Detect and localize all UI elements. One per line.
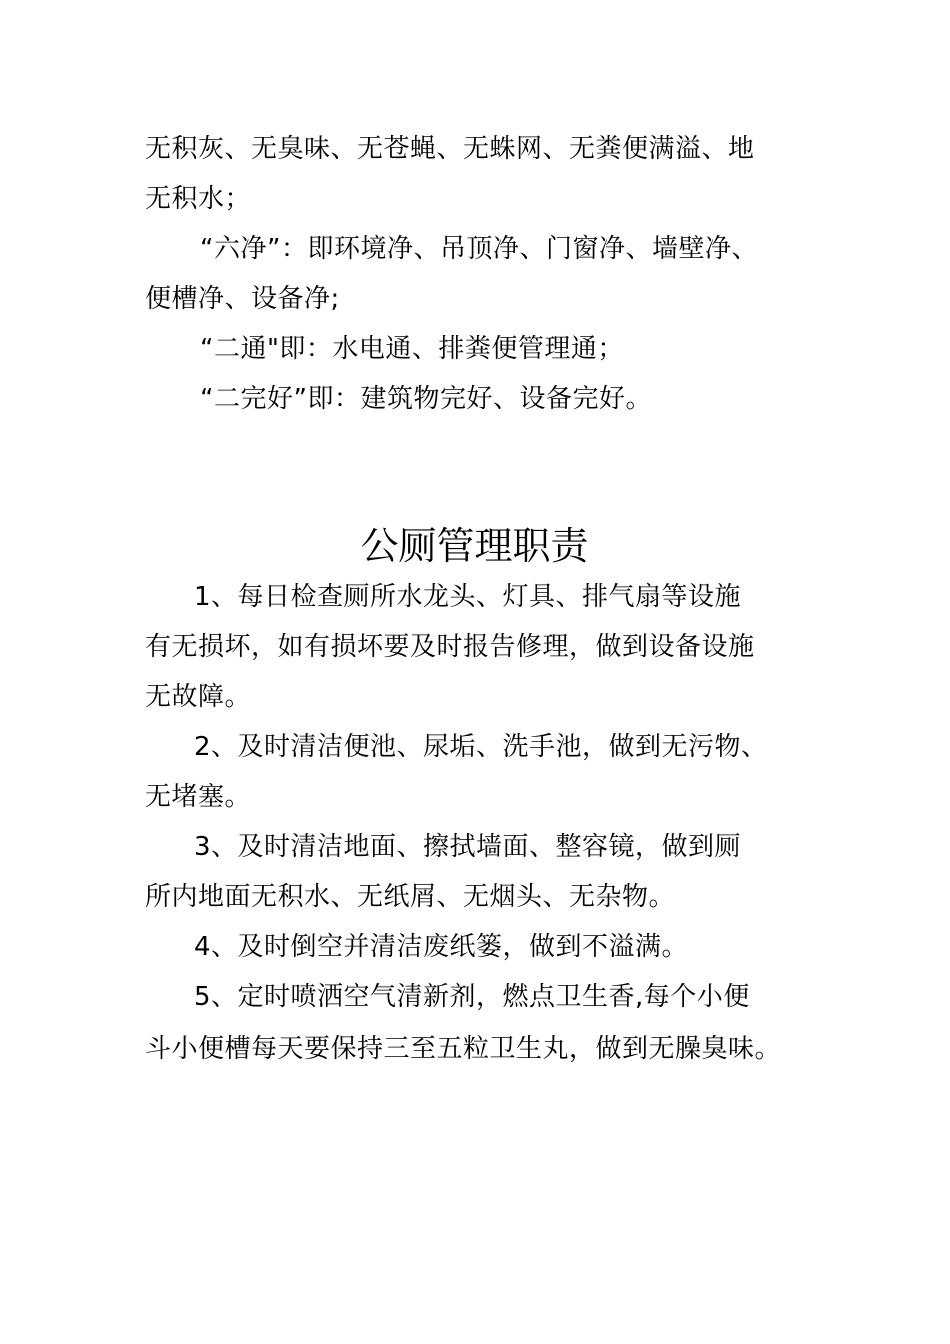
duty-line-1: 1、每日检查厕所水龙头、灯具、排气扇等设施 [194, 582, 742, 612]
section-title-text: 公厕管理职责 [360, 524, 589, 568]
duty-line-7: 所内地面无积水、无纸屑、无烟头、无杂物。 [145, 882, 676, 912]
intro-line-3: “六净”：即环境净、吊顶净、门窗净、墙壁净、 [200, 234, 758, 264]
duty-line-3: 无故障。 [145, 682, 252, 712]
duty-line-5: 无堵塞。 [145, 782, 252, 812]
duty-line-9: 5、定时喷洒空气清新剂，燃点卫生香,每个小便 [194, 982, 750, 1012]
duty-line-10: 斗小便槽每天要保持三至五粒卫生丸，做到无臊臭味。 [145, 1034, 782, 1064]
intro-line-2: 无积水； [145, 184, 252, 214]
intro-line-4: 便槽净、设备净; [145, 284, 340, 314]
duty-line-8: 4、及时倒空并清洁废纸篓，做到不溢满。 [194, 932, 689, 962]
duty-line-4: 2、及时清洁便池、尿垢、洗手池，做到无污物、 [194, 732, 768, 762]
duty-line-6: 3、及时清洁地面、擦拭墙面、整容镜，做到厕 [194, 832, 742, 862]
intro-line-1: 无积灰、无臭味、无苍蝇、无蛛网、无粪便满溢、地 [145, 134, 755, 164]
section-title [0, 522, 950, 570]
intro-line-6: “二完好”即：建筑物完好、设备完好。 [200, 384, 652, 414]
duty-line-2: 有无损坏，如有损坏要及时报告修理，做到设备设施 [145, 632, 755, 662]
intro-line-5: “二通"即：水电通、排粪便管理通； [200, 334, 624, 364]
